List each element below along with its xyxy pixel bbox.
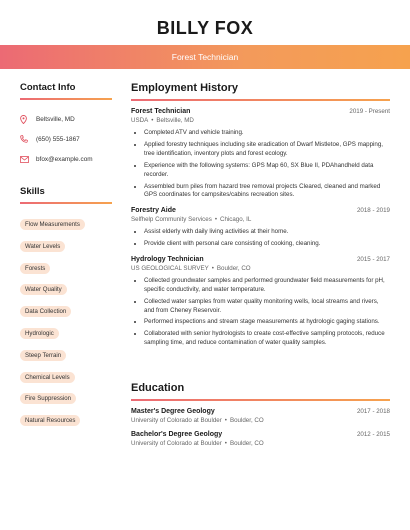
job-location: Boulder, CO <box>216 264 251 272</box>
job-employer: US GEOLOGICAL SURVEY <box>131 264 209 272</box>
job-entry: Forestry Aide 2018 - 2019 Selfhelp Community Services • Chicago, IL • Assist elderly with daily living activities at their home. • Provide client with personal care consisting of cooking, cleaning. <box>131 207 390 249</box>
job-title: Forestry Aide <box>131 207 176 215</box>
school-location: Boulder, CO <box>229 417 264 424</box>
job-bullet: • Collected groundwater samples and performed groundwater field measurements for pH, specific conductivity, and water temperature. <box>144 277 390 295</box>
education-section <box>131 382 390 447</box>
job-entry: Hydrology Technician 2015 - 2017 US GEOLOGICAL SURVEY • Boulder, CO • Collected groundwater samples and performed groundwater field measurements for pH, specific conductivity, and water temperature. • Collected water samples from water quality monitoring wells, local streams and rivers, and from Cheney Reservoir. • Performed inspections and stream stage measurements at hydrologic gaging stations. • Collaborated with senior hydrologists to create cost-effective sampling protocols, reduce sampling time, and reduce contamination of water quality samples. <box>131 256 390 348</box>
job-dates: 2019 - Present <box>349 108 390 115</box>
job-bullet: • Assist elderly with daily living activities at their home. <box>144 228 390 237</box>
skills-list <box>20 213 112 431</box>
skills-heading: Skills <box>20 186 45 197</box>
job-dates: 2015 - 2017 <box>356 255 390 263</box>
skill-chip: Data Collection <box>20 306 71 317</box>
skill-chip: Water Quality <box>20 284 67 295</box>
degree-title: Master's Degree Geology <box>131 408 215 415</box>
skill-chip: Flow Measurements <box>20 219 85 230</box>
skill-chip: Hydrologic <box>20 328 59 339</box>
job-title: Forest Technician <box>131 108 191 115</box>
employment-divider <box>131 99 390 101</box>
phone-text: (650) 555-1867 <box>36 135 80 143</box>
employment-heading: Employment History <box>131 82 238 94</box>
school-name: University of Colorado at Boulder <box>131 440 222 447</box>
job-bullets <box>131 129 390 200</box>
location-pin-icon <box>20 115 36 124</box>
job-location: Chicago, IL <box>219 216 252 224</box>
contact-email <box>20 149 112 169</box>
candidate-name: BILLY FOX <box>156 18 254 38</box>
job-employer: Selfhelp Community Services <box>131 216 212 224</box>
email-text: bfox@example.com <box>36 155 93 163</box>
skill-chip: Steep Terrain <box>20 350 66 361</box>
skill-chip: Chemical Levels <box>20 372 75 383</box>
skills-section <box>20 186 112 431</box>
job-entry: Forest Technician 2019 - Present USDA • Beltsville, MD • Completed ATV and vehicle training. • Applied forestry techniques including site eradication of Dwarf Mistletoe, GPS mapping, tree identification, inventory plots and forest ecology. • Experience with the following systems: GPS Map 60, SX Blue II, PDAhandheld data recorder. • Assembled burn piles from hazard tree removal projects Cleared, cleaned and marked GPS coordinates for campsites/cabins recreation sites. <box>131 108 390 200</box>
job-bullet: • Completed ATV and vehicle training. <box>144 129 390 138</box>
skill-chip: Natural Resources <box>20 415 80 426</box>
contact-divider <box>20 98 112 100</box>
email-icon <box>20 156 36 163</box>
contact-list <box>20 109 112 169</box>
contact-heading: Contact Info <box>20 82 76 93</box>
job-bullets <box>131 277 390 348</box>
skill-chip: Fire Suppression <box>20 393 76 404</box>
education-heading: Education <box>131 382 185 394</box>
education-entry: Master's Degree Geology 2017 - 2018 University of Colorado at Boulder • Boulder, CO <box>131 408 390 424</box>
school-name: University of Colorado at Boulder <box>131 417 222 424</box>
skills-divider <box>20 202 112 204</box>
job-title-banner-text: Forest Technician <box>171 52 239 62</box>
education-divider <box>131 399 390 401</box>
degree-dates: 2017 - 2018 <box>356 408 390 415</box>
job-bullets <box>131 228 390 249</box>
skill-chip: Water Levels <box>20 241 65 252</box>
job-bullet: • Assembled burn piles from hazard tree removal projects Cleared, cleaned and marked GPS coordinates for campsites/cabins recreation sites. <box>144 183 390 201</box>
job-bullet: • Collected water samples from water quality monitoring wells, local streams and rivers, and from Cheney Reservoir. <box>144 298 390 316</box>
contact-phone <box>20 129 112 149</box>
job-location: Beltsville, MD <box>156 117 194 124</box>
education-entry: Bachelor's Degree Geology 2012 - 2015 University of Colorado at Boulder • Boulder, CO <box>131 431 390 447</box>
degree-title: Bachelor's Degree Geology <box>131 431 223 438</box>
job-employer: USDA <box>131 117 149 124</box>
job-bullet: • Collaborated with senior hydrologists to create cost-effective sampling protocols, reduce sampling time, and reduce contamination of water quality samples. <box>144 330 390 348</box>
contact-location <box>20 109 112 129</box>
job-title: Hydrology Technician <box>131 255 204 263</box>
job-bullet: • Provide client with personal care consisting of cooking, cleaning. <box>144 240 390 249</box>
skill-chip: Forests <box>20 263 50 274</box>
job-dates: 2018 - 2019 <box>356 207 390 215</box>
job-bullet: • Experience with the following systems: GPS Map 60, SX Blue II, PDAhandheld data recorder. <box>144 162 390 180</box>
employment-section <box>131 82 390 351</box>
school-location: Boulder, CO <box>229 440 264 447</box>
left-column <box>20 82 112 431</box>
phone-icon <box>20 135 36 143</box>
degree-dates: 2012 - 2015 <box>356 431 390 438</box>
job-bullet: • Performed inspections and stream stage measurements at hydrologic gaging stations. <box>144 318 390 327</box>
job-bullet: • Applied forestry techniques including site eradication of Dwarf Mistletoe, GPS mapping, tree identification, inventory plots and forest ecology. <box>144 141 390 159</box>
location-text: Beltsville, MD <box>36 115 75 123</box>
